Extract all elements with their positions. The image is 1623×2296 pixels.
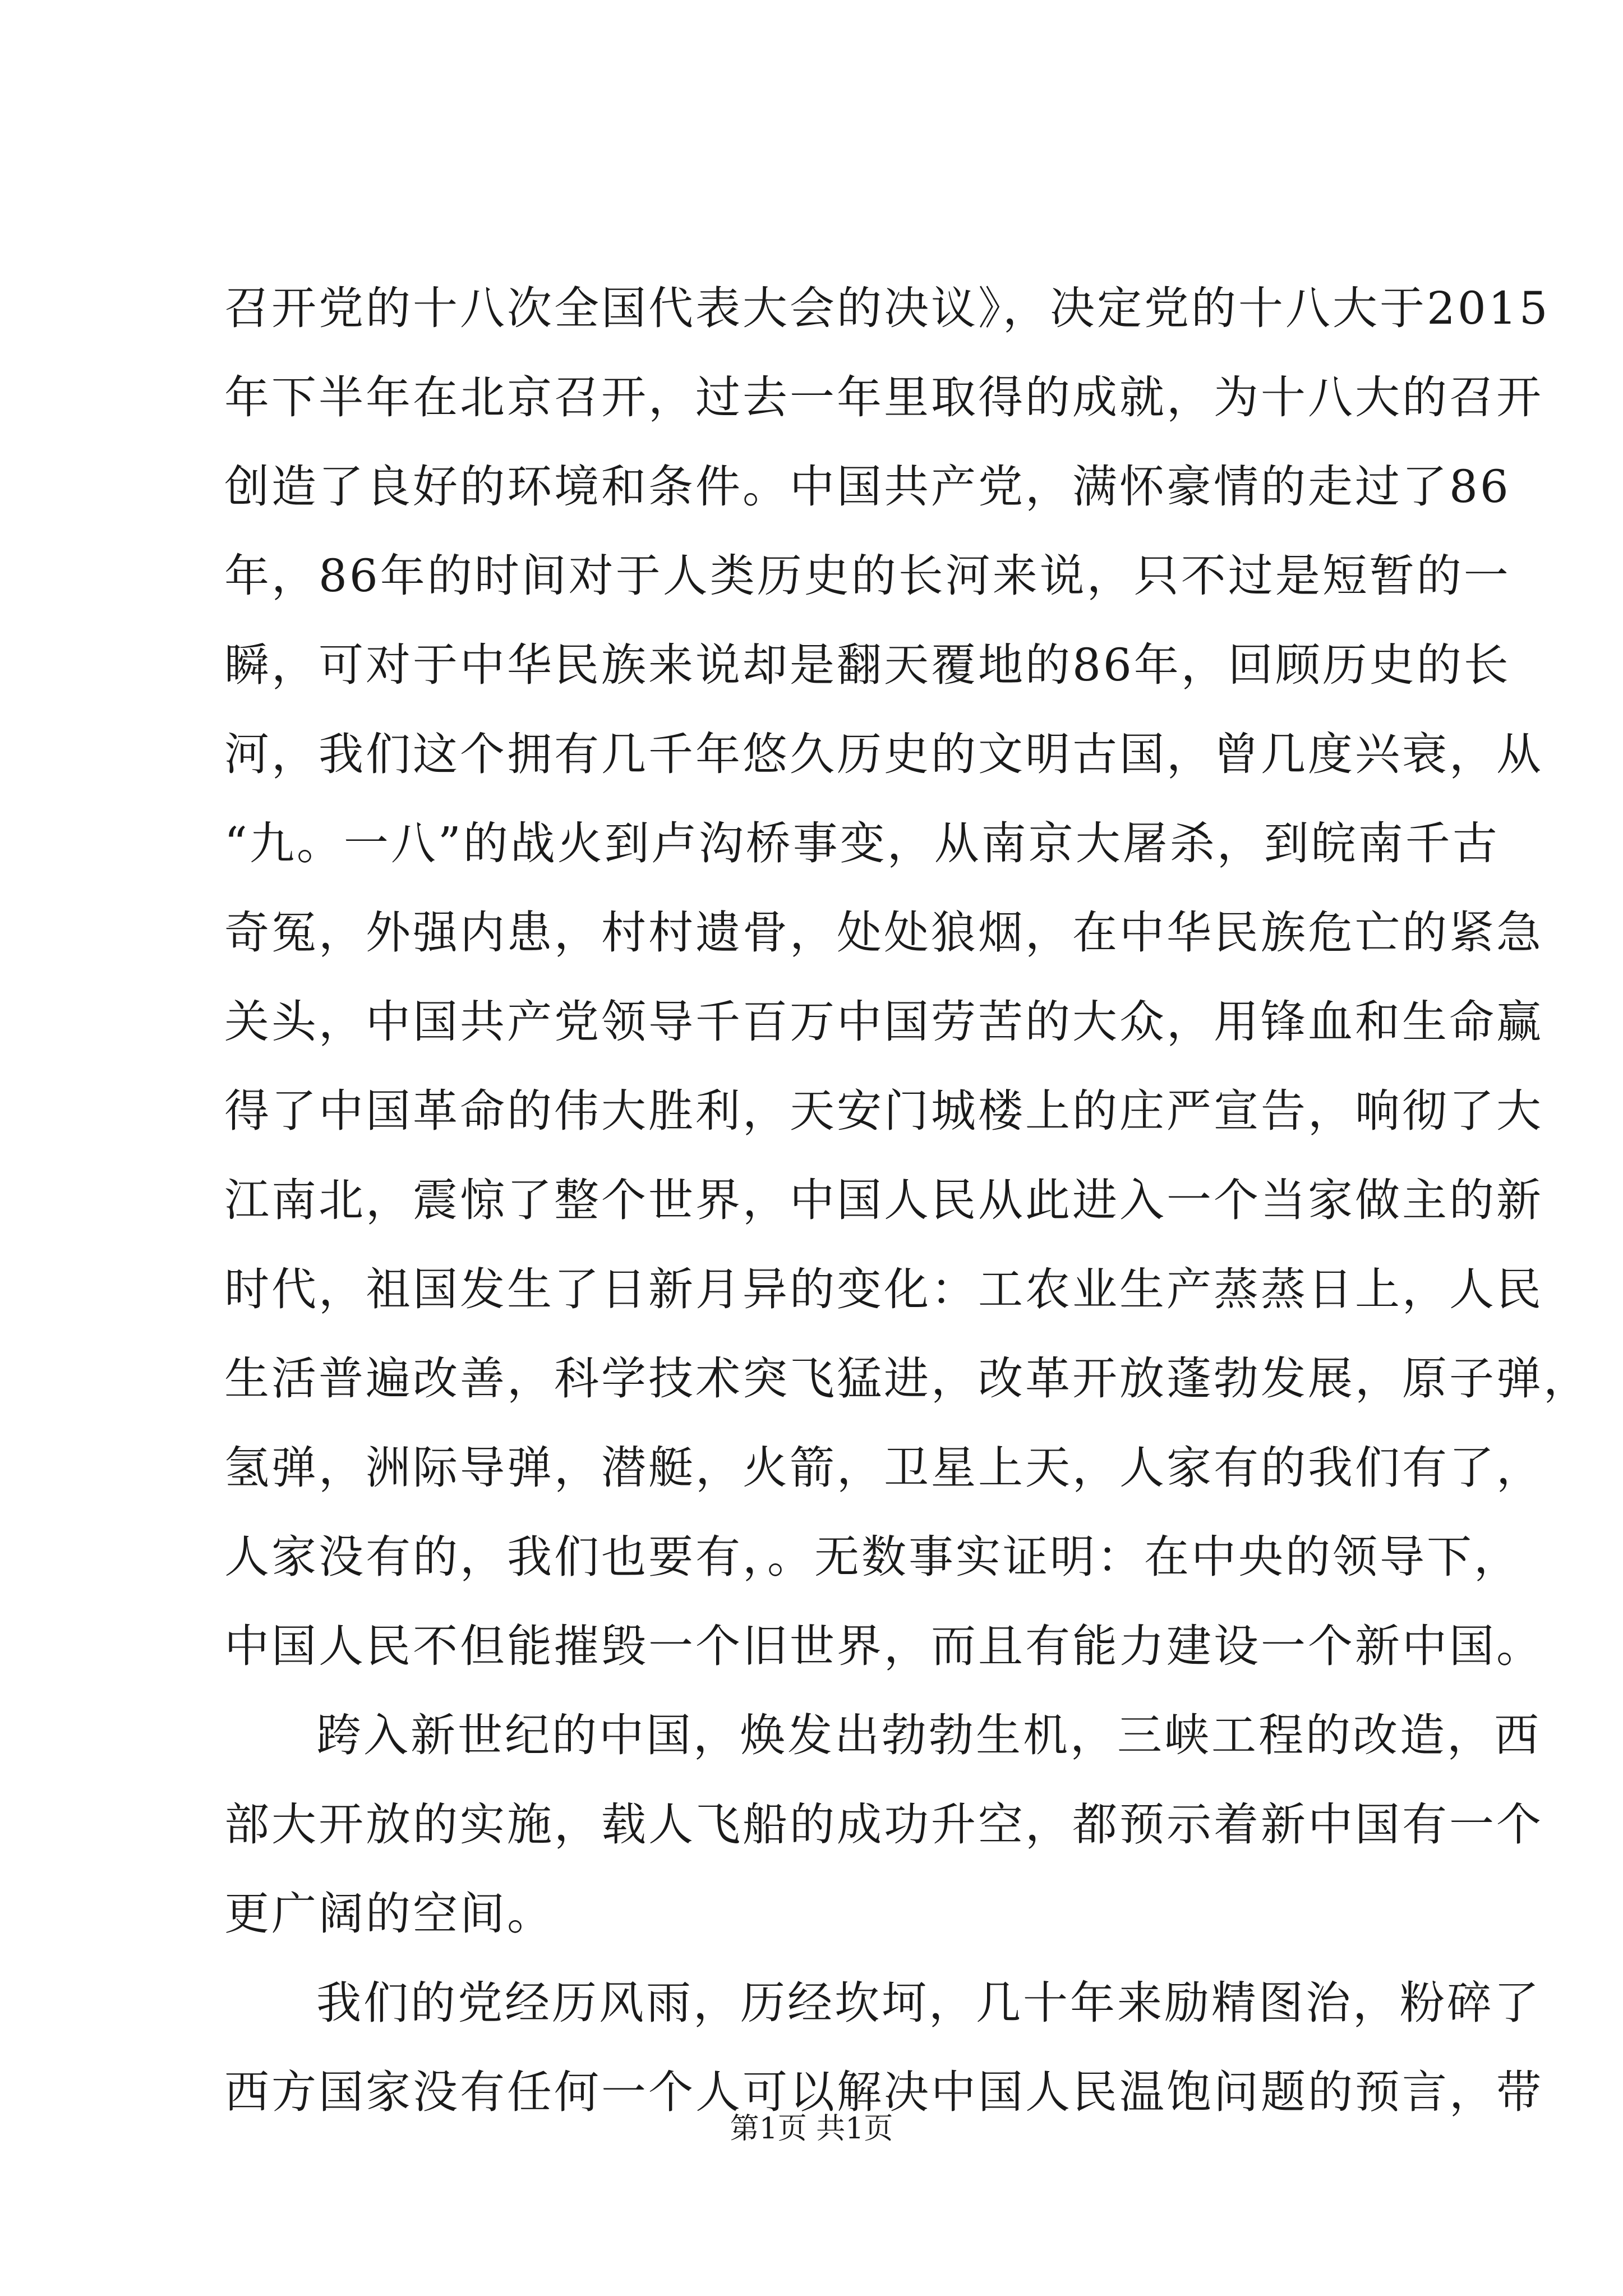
paragraph-2 xyxy=(224,1691,1543,1958)
text-line: “九。一八”的战火到卢沟桥事变，从南京大屠杀，到皖南千古 xyxy=(224,817,1500,869)
text-line: 瞬，可对于中华民族来说却是翻天覆地的86年，回顾历史的长 xyxy=(224,639,1511,691)
text-line: 部大开放的实施，载人飞船的成功升空，都预示着新中国有一个 xyxy=(224,1798,1543,1851)
text-line: 中国人民不但能摧毁一个旧世界，而且有能力建设一个新中国。 xyxy=(224,1620,1543,1672)
text-line: 西方国家没有任何一个人可以解决中国人民温饱问题的预言，带 xyxy=(224,2066,1543,2118)
text-line: 氢弹，洲际导弹，潜艇，火箭，卫星上天，人家有的我们有了， xyxy=(224,1442,1543,1494)
paragraph-1 xyxy=(224,264,1590,1691)
text-line: 得了中国革命的伟大胜利，天安门城楼上的庄严宣告，响彻了大 xyxy=(224,1085,1543,1137)
text-line: 人家没有的，我们也要有，。无数事实证明：在中央的领导下， xyxy=(224,1531,1521,1583)
text-line: 我们的党经历风雨，历经坎坷，几十年来励精图治，粉碎了 xyxy=(316,1977,1541,2029)
text-line: 关头，中国共产党领导千百万中国劳苦的大众，用锋血和生命赢 xyxy=(224,996,1543,1048)
text-line: 年，86年的时间对于人类历史的长河来说，只不过是短暂的一 xyxy=(224,550,1511,602)
text-line: 河，我们这个拥有几千年悠久历史的文明古国，曾几度兴衰，从 xyxy=(224,728,1543,780)
text-line: 生活普遍改善，科学技术突飞猛进，改革开放蓬勃发展，原子弹， xyxy=(224,1352,1590,1405)
text-line: 江南北，震惊了整个世界，中国人民从此进入一个当家做主的新 xyxy=(224,1174,1543,1226)
text-line: 时代，祖国发生了日新月异的变化：工农业生产蒸蒸日上，人民 xyxy=(224,1263,1543,1315)
text-line: 跨入新世纪的中国，焕发出勃勃生机，三峡工程的改造，西 xyxy=(316,1709,1541,1761)
text-line: 奇冤，外强内患，村村遗骨，处处狼烟，在中华民族危亡的紧急 xyxy=(224,907,1543,959)
text-line: 召开党的十八次全国代表大会的决议》，决定党的十八大于2015 xyxy=(224,282,1550,334)
text-line: 年下半年在北京召开，过去一年里取得的成就，为十八大的召开 xyxy=(224,371,1543,424)
page-footer xyxy=(0,2109,1623,2148)
text-line: 创造了良好的环境和条件。中国共产党，满怀豪情的走过了86 xyxy=(224,461,1511,513)
page-number-label: 第1页 共1页 xyxy=(730,2112,893,2146)
document-body xyxy=(224,264,1590,2137)
text-line: 更广阔的空间。 xyxy=(224,1888,554,1940)
